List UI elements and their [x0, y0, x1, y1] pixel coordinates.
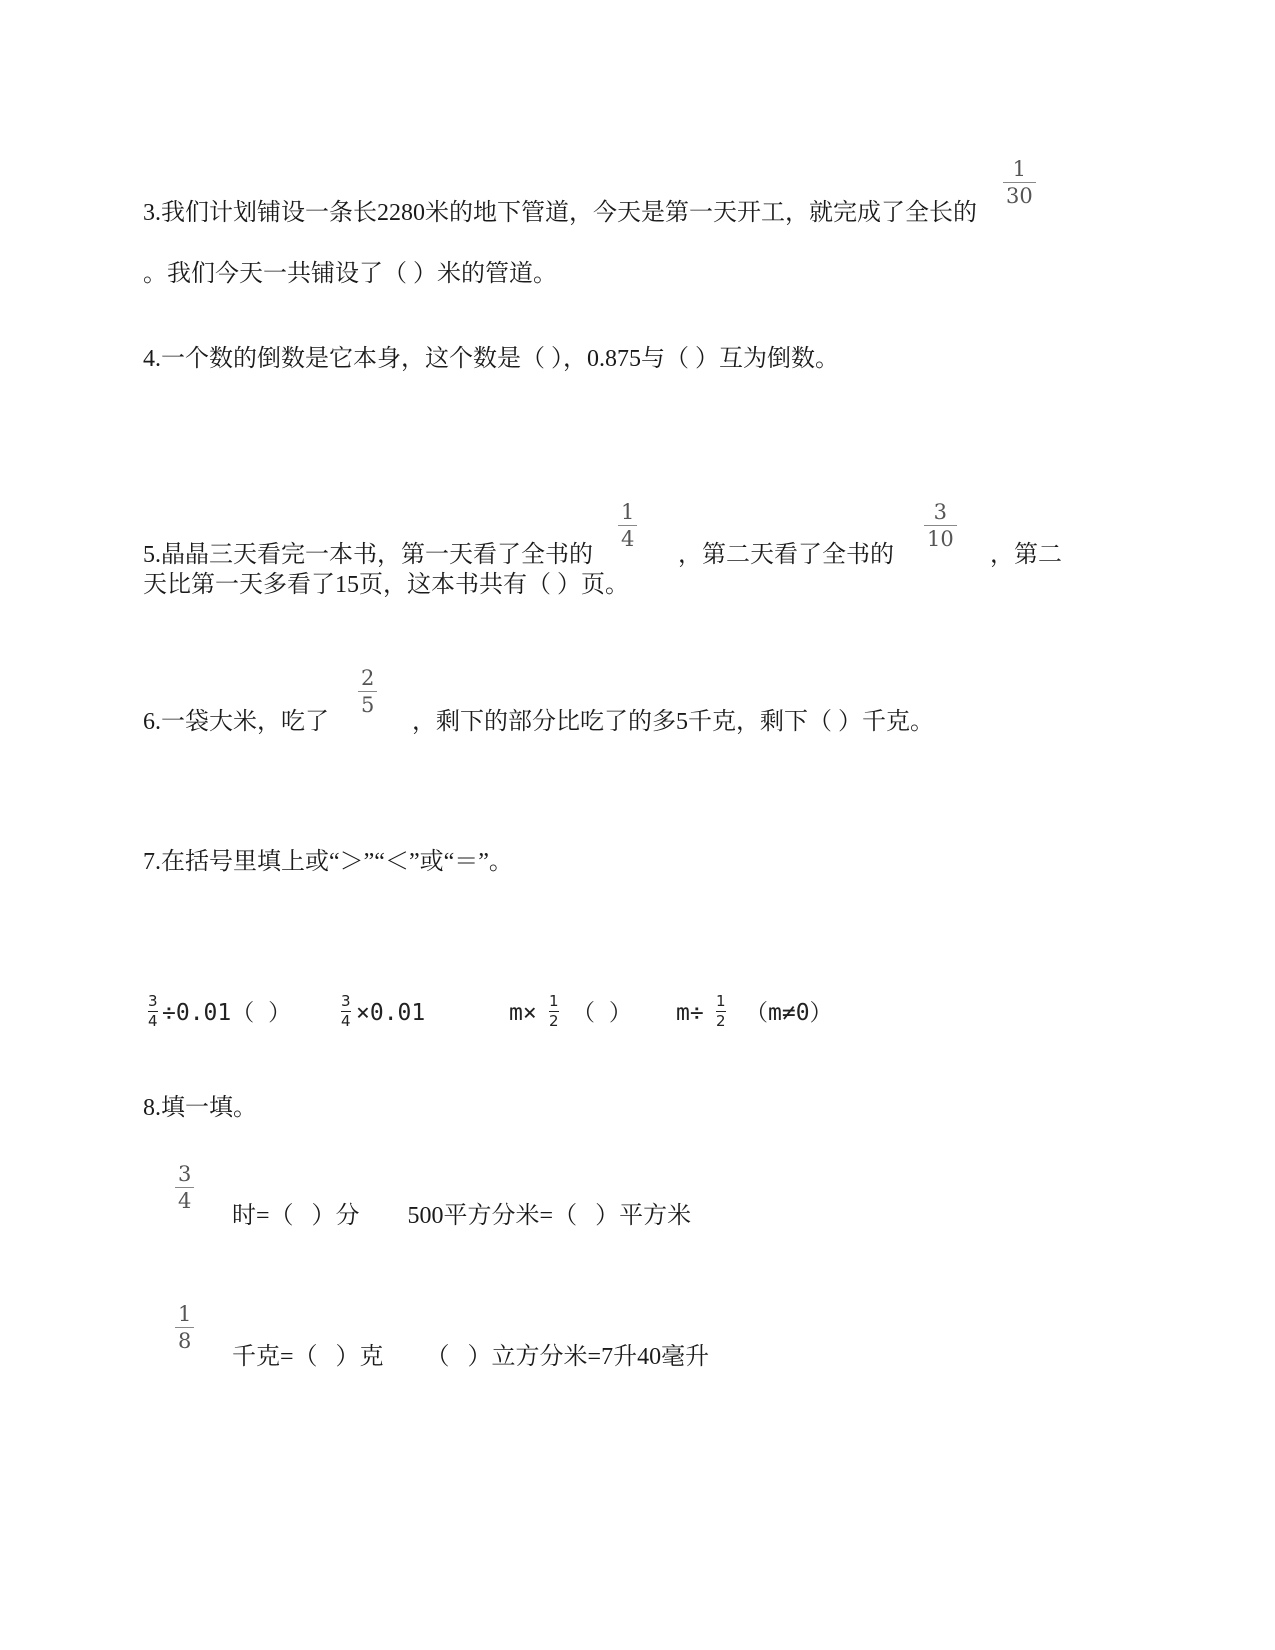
q7-fraction-2 [341, 993, 351, 1030]
q7-expr-text-4: （ ） [572, 1000, 632, 1026]
q7-fraction-1 [148, 993, 158, 1030]
fraction-numerator: 3 [178, 1162, 192, 1186]
q5-fraction-1 [618, 500, 637, 551]
q8-row2-fraction [175, 1302, 194, 1353]
fraction-denominator: 8 [178, 1329, 192, 1353]
fraction-numerator: 1 [621, 500, 635, 524]
q6-fraction [358, 666, 377, 717]
q4-line1: 4.一个数的倒数是它本身，这个数是（ ），0.875与（ ）互为倒数。 [143, 346, 839, 372]
fraction-denominator: 4 [341, 1012, 351, 1030]
q8-row1-text: 时=（ ）分 500平方分米=（ ）平方米 [232, 1203, 692, 1229]
q8-row2-text: 千克=（ ）克 （ ）立方分米=7升40毫升 [232, 1344, 710, 1370]
fraction-bar [358, 691, 377, 692]
q5-text-3: ，第二 [990, 542, 1062, 568]
q3-line1: 3.我们计划铺设一条长2280米的地下管道，今天是第一天开工，就完成了全长的 [143, 200, 977, 226]
fraction-denominator: 4 [178, 1189, 192, 1213]
fraction-denominator: 2 [716, 1012, 726, 1030]
fraction-numerator: 1 [716, 992, 726, 1010]
q7-line1: 7.在括号里填上或“＞”“＜”或“＝”。 [143, 849, 513, 875]
fraction-bar [175, 1187, 194, 1188]
q7-expr-text-3: m× [509, 1000, 537, 1026]
q7-expr-text-1: ÷0.01（ ） [162, 1000, 292, 1026]
fraction-denominator: 30 [1006, 184, 1033, 208]
q5-text-2: ，第二天看了全书的 [678, 542, 894, 568]
q7-expr-text-5: m÷ [676, 1000, 704, 1026]
q7-expr-text-2: ×0.01 [356, 1000, 426, 1026]
fraction-denominator: 4 [148, 1012, 158, 1030]
q3-line2: 。我们今天一共铺设了（ ）米的管道。 [143, 261, 557, 287]
fraction-denominator: 4 [621, 527, 635, 551]
q5-fraction-2 [924, 500, 957, 551]
q3-fraction [1003, 157, 1036, 208]
q6-text-2: ，剩下的部分比吃了的多5千克，剩下（ ）千克。 [412, 709, 934, 735]
q5-line2: 天比第一天多看了15页，这本书共有（ ）页。 [143, 572, 629, 598]
fraction-numerator: 1 [549, 992, 559, 1010]
fraction-bar [618, 525, 637, 526]
q7-expr-text-6: （m≠0） [745, 1000, 833, 1026]
fraction-bar [1003, 182, 1036, 183]
fraction-bar [924, 525, 957, 526]
fraction-numerator: 3 [341, 992, 351, 1010]
fraction-denominator: 2 [549, 1012, 559, 1030]
fraction-bar [175, 1327, 194, 1328]
fraction-numerator: 3 [148, 992, 158, 1010]
q8-row1-fraction [175, 1162, 194, 1213]
q7-fraction-4 [716, 993, 726, 1030]
q5-text-1: 5.晶晶三天看完一本书，第一天看了全书的 [143, 542, 593, 568]
q7-fraction-3 [549, 993, 559, 1030]
q8-line1: 8.填一填。 [143, 1095, 257, 1121]
fraction-denominator: 5 [361, 693, 375, 717]
fraction-numerator: 2 [361, 666, 375, 690]
fraction-numerator: 1 [178, 1302, 192, 1326]
q6-text-1: 6.一袋大米，吃了 [143, 709, 329, 735]
fraction-denominator: 10 [927, 527, 954, 551]
fraction-numerator: 3 [933, 500, 948, 524]
fraction-numerator: 1 [1012, 157, 1027, 181]
